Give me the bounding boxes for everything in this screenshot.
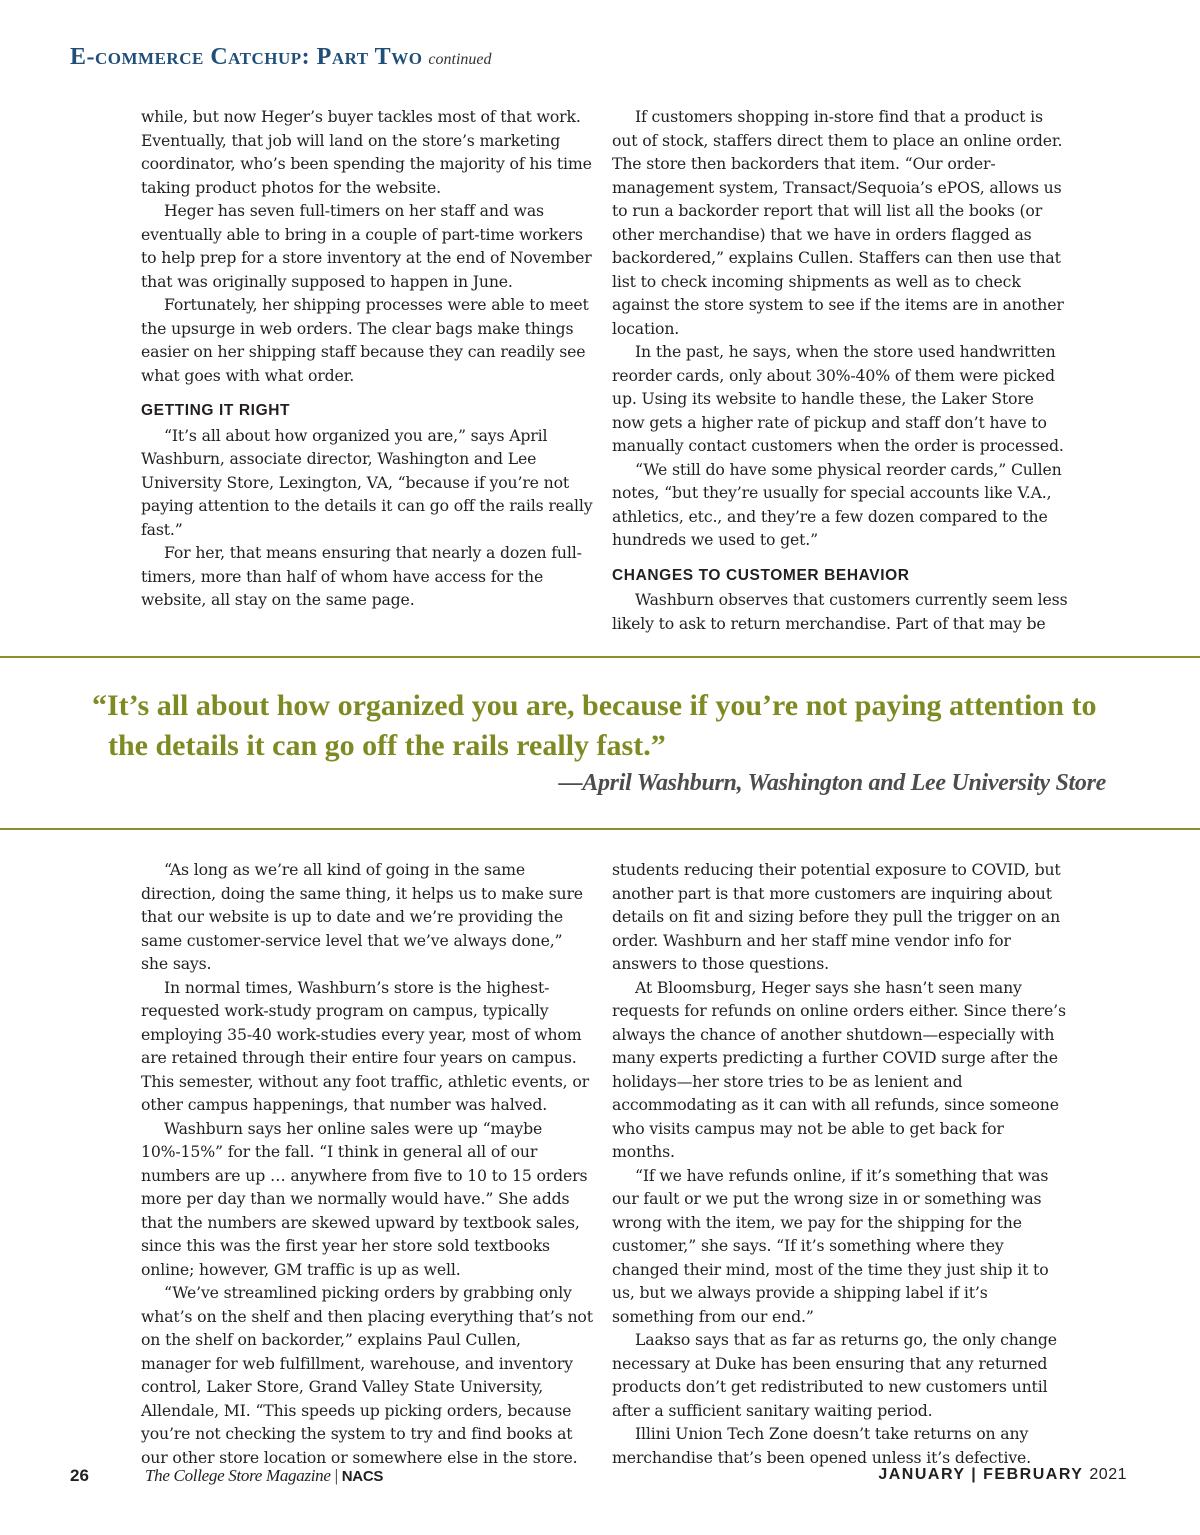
- paragraph: Washburn says her online sales were up “maybe 10%-15%” for the fall. “I think in general all of our numbers are up … anywhere from five to 10 to 15 orders more per day than we normally would have.” She adds that the numbers are skewed upward by textbook sales, since this was the first year her store sold textbooks online; however, GM traffic is up as well.: [141, 1118, 588, 1279]
- paragraph: Heger has seven full-timers on her staff and was eventually able to bring in a couple of part-time workers to help prep for a store inventory at the end of November that was originally supposed to happen in June.: [141, 201, 592, 291]
- column-top-right: [612, 105, 1070, 635]
- paragraph: “We’ve streamlined picking orders by grabbing only what’s on the shelf and then placing everything that’s not on the shelf on backorder,” explains Paul Cullen, manager for web fulfillment, warehouse, and inventory control, Laker Store, Grand Valley State University, Allendale, MI. “This speeds up picking orders, because you’re not checking the system to try and find books at our other store location or somewhere else in the store.: [141, 1283, 593, 1467]
- paragraph: Washburn observes that customers currently seem less likely to ask to return merchandise. Part of that may be: [612, 590, 1068, 633]
- paragraph: Laakso says that as far as returns go, the only change necessary at Duke has been ensuring that any returned products don’t get redistributed to new customers until after a sufficient sanitary waiting period.: [612, 1330, 1057, 1420]
- pull-quote-rule-bottom: [0, 828, 1200, 830]
- pull-quote-line-1: “It’s all about how organized you are, because if you’re not paying attention to: [92, 689, 1097, 722]
- footer-separator: |: [334, 1466, 338, 1485]
- paragraph: At Bloomsburg, Heger says she hasn’t seen many requests for refunds on online orders either. Since there’s always the chance of another shutdown—especially with many experts predicting a further COVID surge after the holidays—her store tries to be as lenient and accommodating as it can with all refunds, since someone who visits campus may not be able to get back for months.: [612, 977, 1066, 1161]
- running-header: [70, 44, 492, 71]
- paragraph: If customers shopping in-store find that a product is out of stock, staffers direct them to place an online order. The store then backorders that item. “Our order-management system, Transact/Sequoia’s ePOS, allows us to run a backorder report that will list all the books (or other merchandise) that we have in orders flagged as backordered,” explains Cullen. Staffers can then use that list to check incoming shipments as well as to check against the store system to see if the items are in another location.: [612, 107, 1064, 338]
- paragraph: Illini Union Tech Zone doesn’t take returns on any merchandise that’s been opened unless it’s defective.: [612, 1424, 1032, 1467]
- column-top-left: [141, 105, 593, 612]
- paragraph: “It’s all about how organized you are,” says April Washburn, associate director, Washington and Lee University Store, Lexington, VA, “because if you’re not paying attention to the details it can go off the rails really fast.”: [141, 425, 593, 539]
- section-heading-customer-behavior: CHANGES TO CUSTOMER BEHAVIOR: [612, 566, 910, 584]
- org-name: NACS: [341, 1468, 384, 1485]
- issue-year: 2021: [1089, 1466, 1127, 1483]
- page-number: 26: [70, 1466, 89, 1485]
- pull-quote-rule-top: [0, 656, 1200, 658]
- paragraph: In the past, he says, when the store used handwritten reorder cards, only about 30%-40% of them were picked up. Using its website to handle these, the Laker Store now gets a higher rate of pickup and staff don’t have to manually contact customers when the order is processed.: [612, 342, 1064, 455]
- paragraph: “We still do have some physical reorder cards,” Cullen notes, “but they’re usually for special accounts like V.A., athletics, etc., and they’re a few dozen compared to the hundreds we used to get.”: [612, 459, 1062, 549]
- paragraph: “As long as we’re all kind of going in the same direction, doing the same thing, it helps us to make sure that our website is up to date and we’re providing the same customer-service level that we’ve always done,” she says.: [141, 860, 583, 973]
- section-heading-getting-it-right: GETTING IT RIGHT: [141, 402, 291, 419]
- column-bottom-left: [141, 858, 593, 1469]
- paragraph: In normal times, Washburn’s store is the highest-requested work-study program on campus, typically employing 35-40 work-studies every year, most of whom are retained through their entire four years on campus. This semester, without any foot traffic, athletic events, or other campus happenings, that number was halved.: [141, 977, 589, 1114]
- pull-quote-line-2: the details it can go off the rails really fast.”: [108, 729, 666, 762]
- paragraph: For her, that means ensuring that nearly a dozen full-timers, more than half of whom have access for the website, all stay on the same page.: [141, 543, 582, 609]
- header-title: E-commerce Catchup: Part Two: [70, 44, 423, 70]
- paragraph: “If we have refunds online, if it’s something that was our fault or we put the wrong size in or something was wrong with the item, we pay for the shipping for the customer,” she says. “If it’s something where they changed their mind, most of the time they just ship it to us, but we always provide a shipping label if it’s something from our end.”: [612, 1165, 1049, 1326]
- pull-quote: [92, 686, 1132, 766]
- paragraph: students reducing their potential exposure to COVID, but another part is that more customers are inquiring about details on fit and sizing before they pull the trigger on an order. Washburn and her staff mine vendor info for answers to those questions.: [612, 860, 1061, 973]
- paragraph: Fortunately, her shipping processes were able to meet the upsurge in web orders. The clear bags make things easier on her shipping staff because they can readily see what goes with what order.: [141, 295, 589, 385]
- pull-quote-attribution: —April Washburn, Washington and Lee University Store: [558, 770, 1106, 796]
- paragraph: while, but now Heger’s buyer tackles most of that work. Eventually, that job will land on the store’s marketing coordinator, who’s been spending the majority of his time taking product photos for the website.: [141, 107, 592, 197]
- magazine-credit: [145, 1466, 383, 1486]
- issue-months: JANUARY | FEBRUARY: [878, 1466, 1084, 1483]
- issue-date: [878, 1466, 1127, 1484]
- header-continued: continued: [428, 51, 492, 68]
- column-bottom-right: [612, 858, 1070, 1469]
- magazine-name: The College Store Magazine: [145, 1466, 331, 1485]
